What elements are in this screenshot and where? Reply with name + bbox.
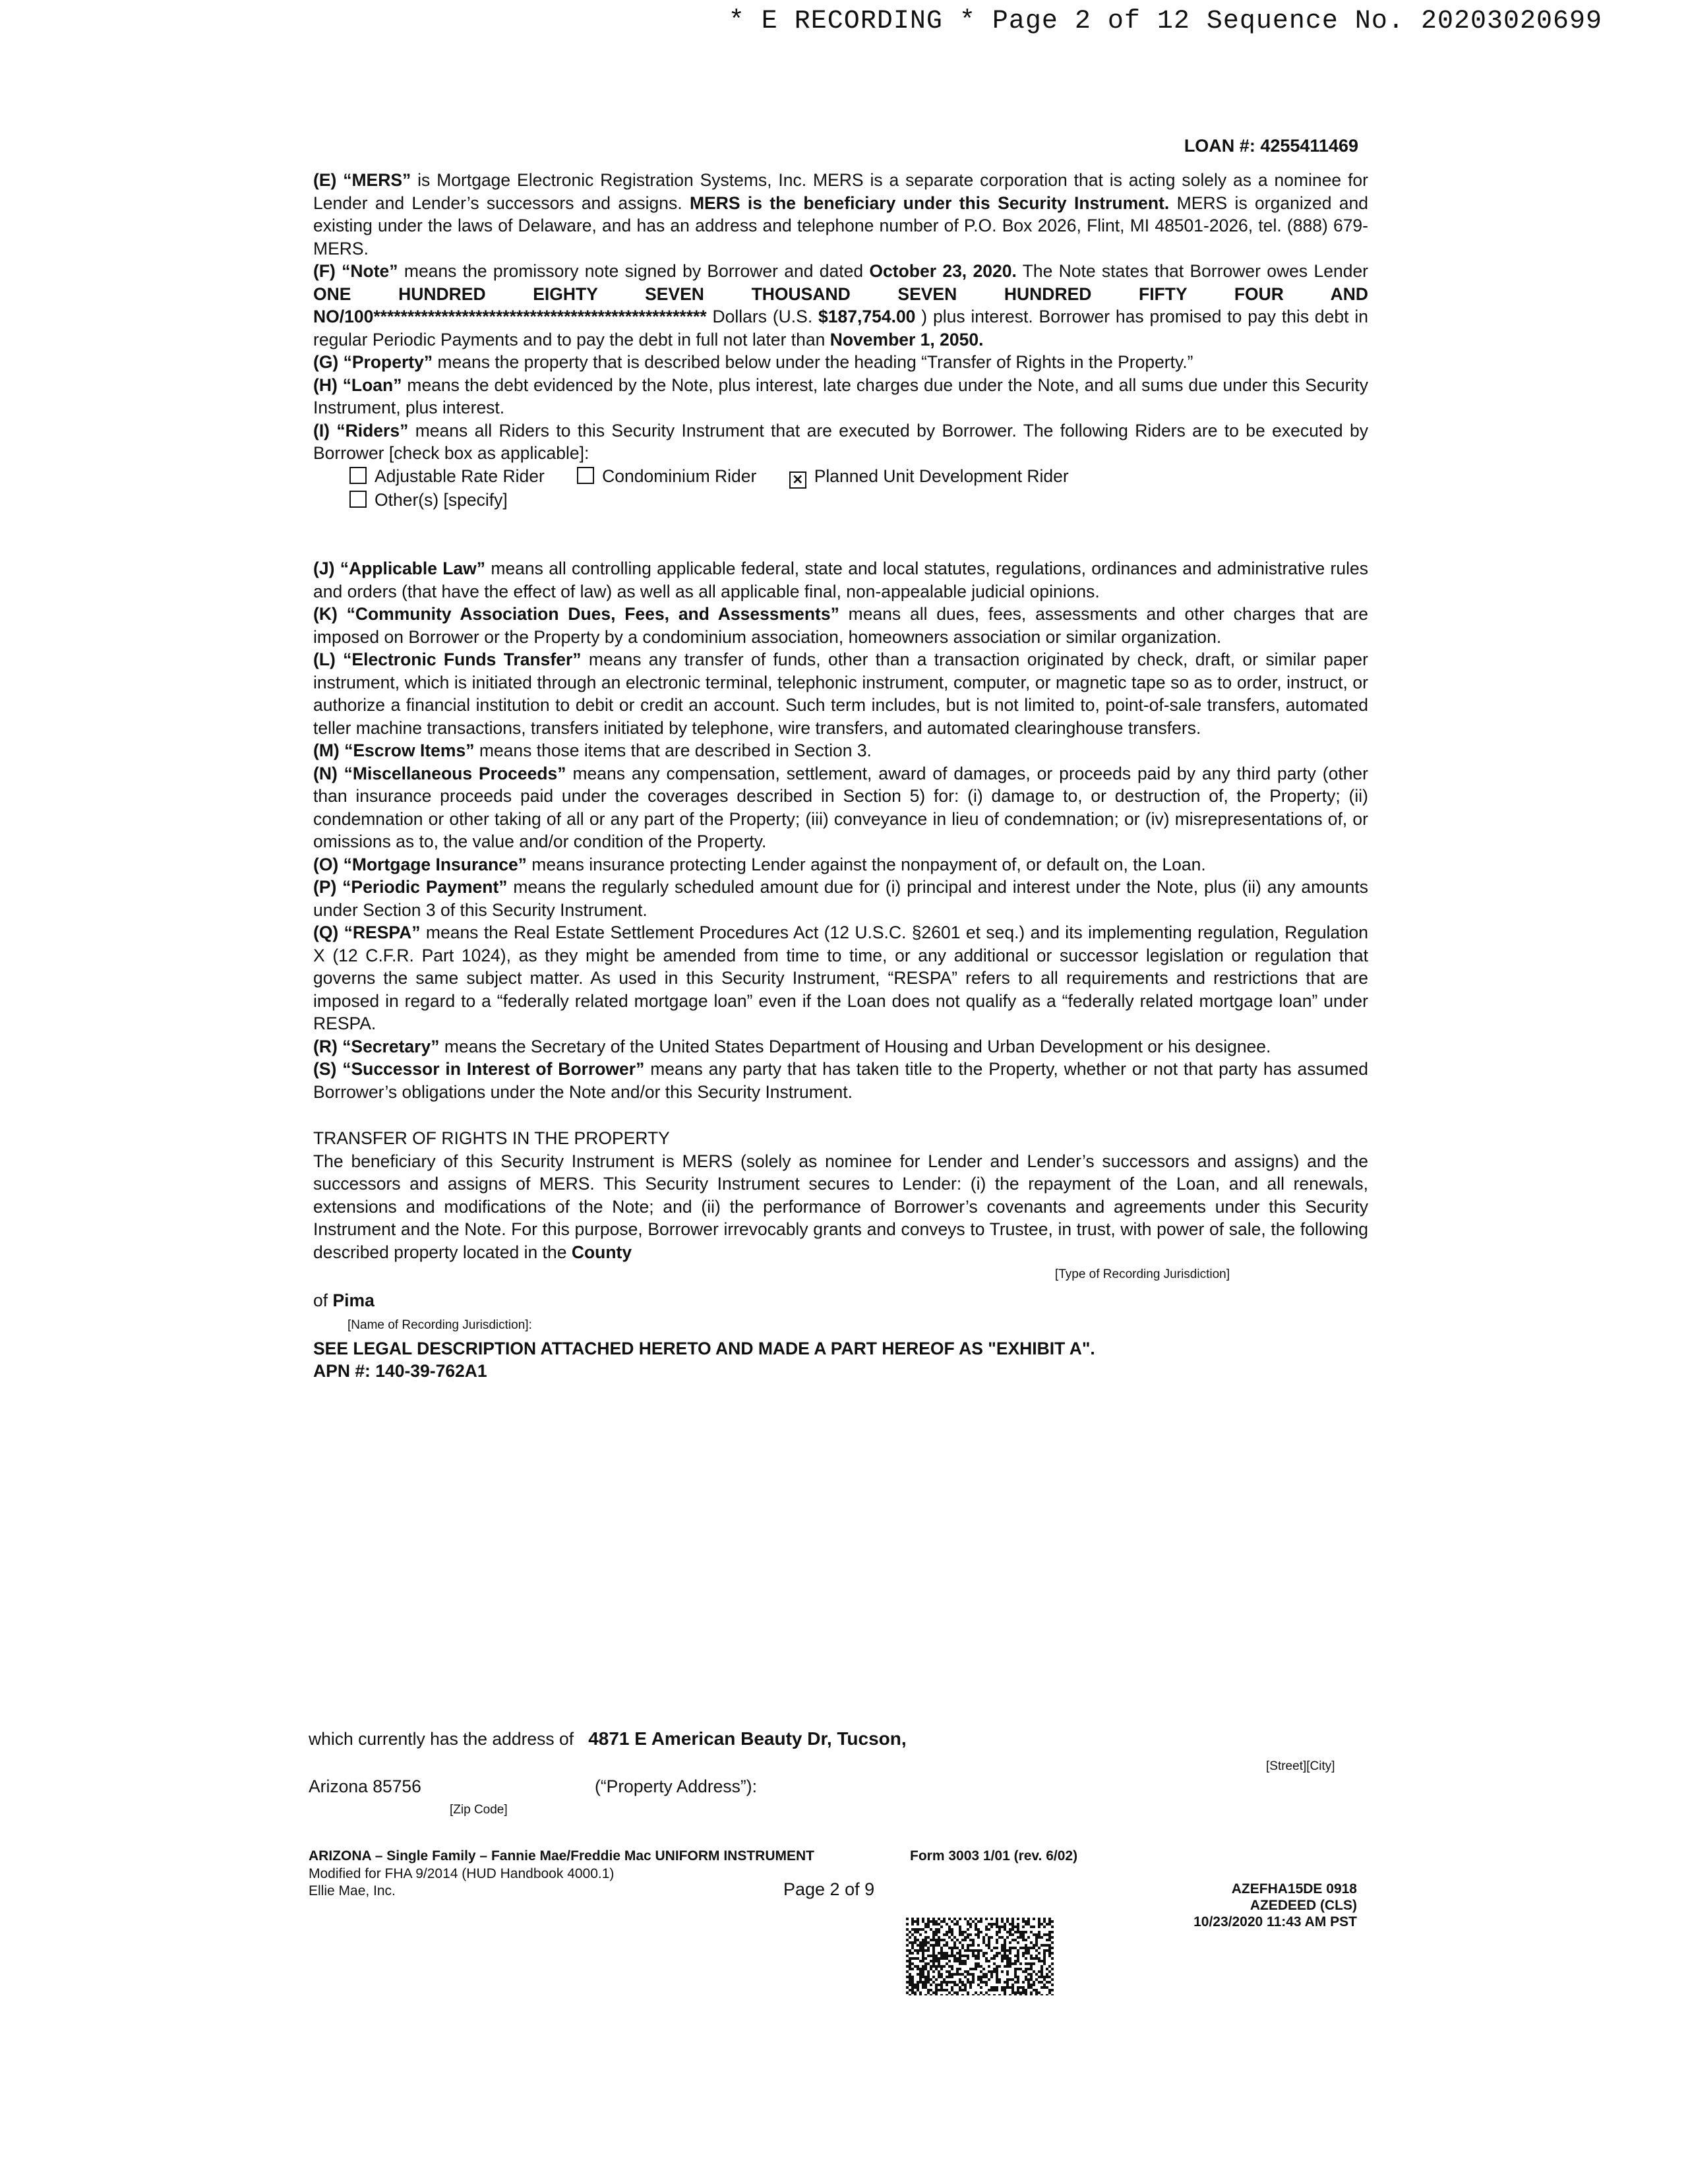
rider-adjustable-rate: Adjustable Rate Rider: [349, 465, 545, 488]
definition-g: (G) “Property” means the property that is described below under the heading “Transfer of Rights in the Property.”: [313, 352, 1193, 372]
riders-row-2: [349, 489, 1368, 512]
footer-instrument: ARIZONA – Single Family – Fannie Mae/Freddie Mac UNIFORM INSTRUMENT: [309, 1848, 814, 1864]
barcode-icon: [906, 1918, 1054, 1995]
state-zip: Arizona 85756: [309, 1776, 421, 1796]
definition-n: (N) “Miscellaneous Proceeds” means any compensation, settlement, award of damages, or proceeds paid by any third party (other than insurance proceeds paid under the coverages described in Section 5) for: (i) damage to, or destruction of, the Property; (ii) condemnation or other taking of all or any part of the Property; (iii) conveyance in lieu of condemnation; or (iv) misrepresentations of, or omissions as to, the value and/or condition of the Property.: [313, 763, 1368, 851]
address-line: which currently has the address of 4871 E American Beauty Dr, Tucson,: [309, 1728, 907, 1749]
loan-number: LOAN #: 4255411469: [1184, 136, 1358, 156]
definition-l: (L) “Electronic Funds Transfer” means any transfer of funds, other than a transaction originated by check, draft, or similar paper instrument, which is initiated through an electronic terminal, telephonic instrument, computer, or magnetic tape so as to order, instruct, or authorize a financial institution to debit or credit an account. Such term includes, but is not limited to, point-of-sale transfers, automated teller machine transactions, transfers initiated by telephone, wire transfers, and automated clearinghouse transfers.: [313, 650, 1368, 738]
definition-s: (S) “Successor in Interest of Borrower” means any party that has taken title to the Property, whether or not that party has assumed Borrower’s obligations under the Note and/or this Security Instrument.: [313, 1059, 1368, 1102]
footer-code-2: AZEDEED (CLS): [1250, 1898, 1357, 1913]
footer-publisher: Ellie Mae, Inc.: [309, 1883, 396, 1898]
rider-planned-unit-development: ✕ Planned Unit Development Rider: [789, 465, 1069, 489]
footer-modified: Modified for FHA 9/2014 (HUD Handbook 4000.1): [309, 1866, 615, 1881]
property-address-label: (“Property Address”):: [595, 1776, 757, 1796]
jurisdiction-name-note: [Name of Recording Jurisdiction]:: [347, 1318, 532, 1332]
definition-h: (H) “Loan” means the debt evidenced by the Note, plus interest, late charges due under the Note, and all sums due under this Security Instrument, plus interest.: [313, 375, 1368, 417]
riders-row-1: [349, 465, 1368, 489]
rider-condominium: Condominium Rider: [577, 465, 756, 488]
jurisdiction-name: of Pima: [313, 1290, 375, 1310]
checkbox-icon: [349, 467, 367, 484]
definition-i: (I) “Riders” means all Riders to this Security Instrument that are executed by Borrower. The following Riders are to be executed by Borrower [check box as applicable]:: [313, 420, 1368, 463]
checkbox-icon: [577, 467, 594, 484]
definition-f: (F) “Note” means the promissory note signed by Borrower and dated October 23, 2020. The Note states that Borrower owes Lender ONE HUNDRED EIGHTY SEVEN THOUSAND SEVEN HUNDRED FIFTY FOUR AND NO/100************************************************* Dollars (U.S. $187,754.00 ) plus interest. Borrower has promised to pay this debt in regular Periodic Payments and to pay the debt in full not later than November 1, 2050.: [313, 261, 1369, 349]
transfer-text: The beneficiary of this Security Instrument is MERS (solely as nominee for Lender and Lender’s successors and assigns) and the successors and assigns of MERS. This Security Instrument secures to Lender: (i) the repayment of the Loan, and all renewals, extensions and modifications of the Note; and (ii) the performance of Borrower’s covenants and agreements under this Security Instrument and the Note. For this purpose, Borrower irrevocably grants and conveys to Trustee, in trust, with power of sale, the following described property located in the County: [313, 1151, 1368, 1262]
transfer-heading: TRANSFER OF RIGHTS IN THE PROPERTY: [313, 1128, 670, 1148]
street-city-note: [Street][City]: [1266, 1759, 1335, 1773]
checkbox-icon: [349, 491, 367, 508]
footer-code-1: AZEFHA15DE 0918: [1231, 1881, 1357, 1896]
definition-r: (R) “Secretary” means the Secretary of the United States Department of Housing and Urban Development or his designee.: [313, 1036, 1271, 1056]
legal-description: SEE LEGAL DESCRIPTION ATTACHED HERETO AND MADE A PART HEREOF AS "EXHIBIT A".: [313, 1338, 1095, 1358]
footer-page: Page 2 of 9: [783, 1879, 875, 1899]
checked-box-icon: ✕: [789, 471, 806, 489]
definitions-body: [313, 169, 1368, 1383]
recording-header: * E RECORDING * Page 2 of 12 Sequence No. 20203020699: [728, 7, 1602, 36]
zip-code-note: [Zip Code]: [450, 1803, 508, 1817]
definition-q: (Q) “RESPA” means the Real Estate Settlement Procedures Act (12 U.S.C. §2601 et seq.) and its implementing regulation, Regulation X (12 C.F.R. Part 1024), as they might be amended from time to time, or any additional or successor legislation or regulation that governs the same subject matter. As used in this Security Instrument, “RESPA” refers to all requirements and restrictions that are imposed in regard to a “federally related mortgage loan” even if the Loan does not qualify as a “federally related mortgage loan” under RESPA.: [313, 923, 1368, 1033]
definition-k: (K) “Community Association Dues, Fees, and Assessments” means all dues, fees, assessments and other charges that are imposed on Borrower or the Property by a condominium association, homeowners association or similar organization.: [313, 604, 1368, 647]
definition-o: (O) “Mortgage Insurance” means insurance protecting Lender against the nonpayment of, or default on, the Loan.: [313, 854, 1206, 874]
footer-timestamp: 10/23/2020 11:43 AM PST: [1193, 1914, 1357, 1929]
definition-m: (M) “Escrow Items” means those items that are described in Section 3.: [313, 741, 872, 760]
rider-other: Other(s) [specify]: [349, 489, 508, 512]
footer-form: Form 3003 1/01 (rev. 6/02): [910, 1848, 1078, 1864]
apn-number: APN #: 140-39-762A1: [313, 1361, 487, 1381]
definition-p: (P) “Periodic Payment” means the regularly scheduled amount due for (i) principal and interest under the Note, plus (ii) any amounts under Section 3 of this Security Instrument.: [313, 877, 1368, 920]
jurisdiction-type-note: [Type of Recording Jurisdiction]: [1054, 1267, 1230, 1281]
definition-e: (E) “MERS” is Mortgage Electronic Registration Systems, Inc. MERS is a separate corporation that is acting solely as a nominee for Lender and Lender’s successors and assigns. MERS is the beneficiary under this Security Instrument. MERS is organized and existing under the laws of Delaware, and has an address and telephone number of P.O. Box 2026, Flint, MI 48501-2026, tel. (888) 679-MERS.: [313, 170, 1368, 258]
definition-j: (J) “Applicable Law” means all controlling applicable federal, state and local statutes, regulations, ordinances and administrative rules and orders (that have the effect of law) as well as all applicable final, non-appealable judicial opinions.: [313, 559, 1368, 601]
